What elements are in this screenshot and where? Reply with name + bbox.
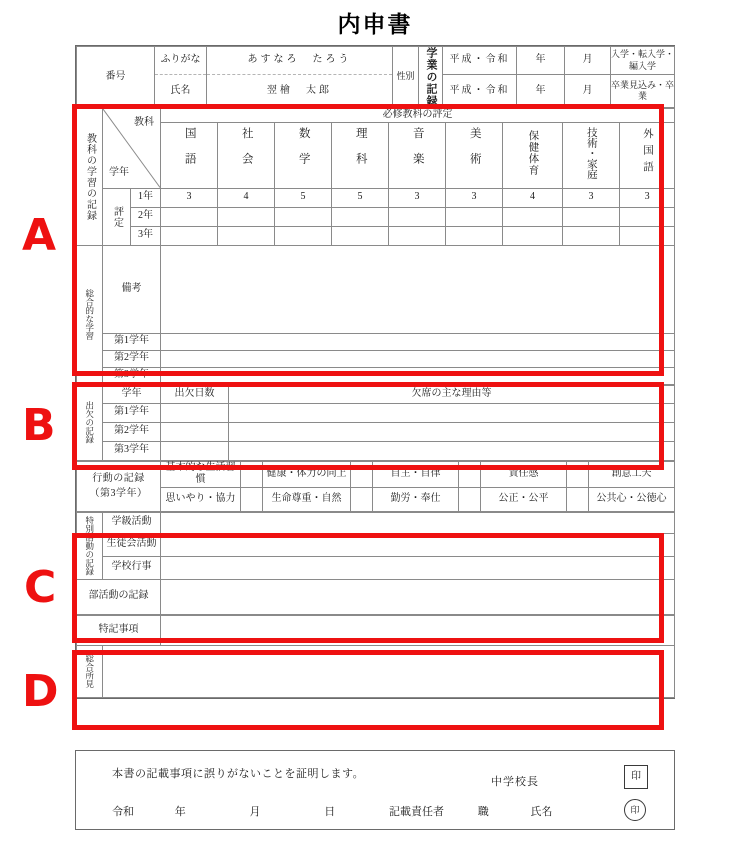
- stamp-circle-icon: 印: [624, 799, 646, 821]
- sougou-side-label-text: 総合的な学習: [84, 289, 95, 340]
- section-a-table: [76, 108, 675, 385]
- overall-comment-label: [77, 645, 103, 697]
- required-subjects-header: 必修教科の評定: [161, 109, 675, 123]
- club-record-label: 部活動の記録: [77, 579, 161, 614]
- number-label: 番号: [77, 47, 155, 108]
- subject-header-bijutsu: 美術: [446, 122, 503, 188]
- club-row-label-3: 学校行事: [103, 556, 161, 579]
- sougou-row-value-3[interactable]: [161, 367, 675, 384]
- behavior-value-8[interactable]: [459, 487, 481, 511]
- footer-post-label: 職: [477, 806, 489, 818]
- subject-header-kokugo: [161, 122, 218, 188]
- score-2-gijutsukatei[interactable]: [563, 207, 620, 226]
- furigana-label: ふりがな: [155, 47, 207, 75]
- section-c-side-label-text: 特別活動の記録: [84, 515, 95, 576]
- grade-row-label-1: 1年: [131, 188, 161, 207]
- behavior-title: [77, 461, 161, 511]
- attendance-row-label-3: 第3学年: [103, 441, 161, 460]
- attendance-days-1[interactable]: [161, 403, 229, 422]
- certification-box: [75, 750, 675, 830]
- grade-row-label-3: 3年: [131, 226, 161, 245]
- score-3-kokugo[interactable]: [161, 226, 218, 245]
- club-row-value-3[interactable]: [161, 556, 675, 579]
- behavior-label-1: 基本的な生活習慣: [161, 461, 241, 487]
- annotation-letter-c: C: [24, 562, 57, 613]
- attendance-reason-2[interactable]: [229, 422, 675, 441]
- section-b-side-label-text: 出欠の記録: [84, 401, 95, 444]
- score-1-gaikokugo[interactable]: 3: [620, 188, 675, 207]
- score-1-hokentaiiku[interactable]: 4: [503, 188, 563, 207]
- attendance-days-3[interactable]: [161, 441, 229, 460]
- header-table: [76, 46, 675, 108]
- subject-header-rika: 理科: [332, 122, 389, 188]
- attendance-col-grade: 学年: [103, 385, 161, 403]
- score-3-gijutsukatei[interactable]: [563, 226, 620, 245]
- certification-text: 本書の記載事項に誤りがないことを証明します。: [112, 768, 365, 780]
- stamp-square-icon: 印: [624, 765, 648, 789]
- section-d-table: [76, 615, 675, 698]
- score-3-ongaku[interactable]: [389, 226, 446, 245]
- behavior-value-7[interactable]: [351, 487, 373, 511]
- annotation-letter-b: B: [22, 400, 56, 451]
- name-label: 氏名: [155, 75, 207, 108]
- section-a-side-label-lower: [77, 245, 103, 384]
- sougou-row-value-2[interactable]: [161, 350, 675, 367]
- club-row-value-1[interactable]: [161, 512, 675, 533]
- behavior-value-1[interactable]: [241, 461, 263, 487]
- section-c-side-label: [77, 512, 103, 579]
- form-frame: [75, 45, 675, 699]
- subject-header-ongaku: 音楽: [389, 122, 446, 188]
- score-2-hokentaiiku[interactable]: [503, 207, 563, 226]
- behavior-label-3: 自主・自律: [373, 461, 459, 487]
- score-3-shakai[interactable]: [218, 226, 275, 245]
- score-1-gijutsukatei[interactable]: 3: [563, 188, 620, 207]
- attendance-row-label-1: 第1学年: [103, 403, 161, 422]
- footer-responsible-label: 記載責任者: [389, 806, 444, 818]
- club-row-label-2: 生徒会活動: [103, 533, 161, 556]
- principal-label: 中学校長: [491, 776, 539, 788]
- score-1-shakai[interactable]: 4: [218, 188, 275, 207]
- subject-header-shakai: 社会: [218, 122, 275, 188]
- behavior-title-line1: 行動の記録: [92, 473, 145, 484]
- record-era-2: 平成・令和: [443, 75, 517, 108]
- section-b-side-label: [77, 385, 103, 460]
- behavior-value-2[interactable]: [351, 461, 373, 487]
- grade-row-label-2: 2年: [131, 207, 161, 226]
- section-c-table: [76, 512, 675, 615]
- subject-header-kokugo-text: 国語: [183, 127, 196, 179]
- record-label: [419, 47, 443, 108]
- club-row-label-1: 学級活動: [103, 512, 161, 533]
- overall-comment-label-text: 総合所見: [84, 654, 95, 688]
- score-1-kokugo[interactable]: 3: [161, 188, 218, 207]
- footer-name-label: 氏名: [530, 806, 553, 818]
- diagonal-subject-label: 教科: [134, 117, 154, 128]
- footer-day: 日: [324, 806, 336, 818]
- subject-header-gijutsukatei: 技術・家庭: [563, 122, 620, 188]
- special-notes-value[interactable]: [161, 615, 675, 645]
- behavior-label-9: 公正・公平: [481, 487, 567, 511]
- score-1-rika[interactable]: 5: [332, 188, 389, 207]
- behavior-value-9[interactable]: [567, 487, 589, 511]
- subject-header-gaikokugo: 外国語: [620, 122, 675, 188]
- record-year-1: 年: [517, 47, 565, 75]
- score-2-gaikokugo[interactable]: [620, 207, 675, 226]
- remarks-value[interactable]: [161, 245, 675, 333]
- record-month-2: 月: [565, 75, 611, 108]
- attendance-days-2[interactable]: [161, 422, 229, 441]
- behavior-label-2: 健康・体力の向上: [263, 461, 351, 487]
- section-b-table: [76, 385, 675, 461]
- name-value[interactable]: 翌檜 太郎: [207, 75, 393, 108]
- behavior-label-6: 思いやり・協力: [161, 487, 241, 511]
- section-a-side-label-text: 教科の学習の記録: [84, 132, 96, 221]
- record-label-text: 学業の記録: [425, 47, 437, 107]
- attendance-reason-3[interactable]: [229, 441, 675, 460]
- attendance-reason-1[interactable]: [229, 403, 675, 422]
- record-event-2: 卒業見込み・卒業: [611, 75, 675, 108]
- behavior-title-line2: （第3学年）: [89, 488, 148, 499]
- footer-era: 令和: [112, 806, 134, 818]
- hyotei-label: [103, 188, 131, 245]
- behavior-table: [76, 461, 675, 512]
- score-1-sugaku[interactable]: 5: [275, 188, 332, 207]
- behavior-label-8: 勤労・奉仕: [373, 487, 459, 511]
- behavior-label-4: 責任感: [481, 461, 567, 487]
- score-1-ongaku[interactable]: 3: [389, 188, 446, 207]
- sougou-row-value-1[interactable]: [161, 333, 675, 350]
- score-1-bijutsu[interactable]: 3: [446, 188, 503, 207]
- sougou-row-label-3: 第3学年: [103, 367, 161, 384]
- behavior-value-4[interactable]: [567, 461, 589, 487]
- attendance-col-reason: 欠席の主な理由等: [229, 385, 675, 403]
- gender-label: 性別: [393, 47, 419, 108]
- footer-year: 年: [174, 806, 186, 818]
- score-3-gaikokugo[interactable]: [620, 226, 675, 245]
- score-2-sugaku[interactable]: [275, 207, 332, 226]
- attendance-col-days: 出欠日数: [161, 385, 229, 403]
- overall-comment-value[interactable]: [103, 645, 675, 697]
- score-2-rika[interactable]: [332, 207, 389, 226]
- score-2-ongaku[interactable]: [389, 207, 446, 226]
- page-title: 内申書: [337, 12, 413, 37]
- hyotei-label-text: 評定: [111, 205, 123, 228]
- club-record-value[interactable]: [161, 579, 675, 614]
- diagonal-grade-label: 学年: [109, 167, 129, 178]
- behavior-label-7: 生命尊重・自然: [263, 487, 351, 511]
- score-2-bijutsu[interactable]: [446, 207, 503, 226]
- score-3-sugaku[interactable]: [275, 226, 332, 245]
- behavior-label-5: 創意工夫: [589, 461, 675, 487]
- attendance-row-label-2: 第2学年: [103, 422, 161, 441]
- record-month-1: 月: [565, 47, 611, 75]
- footer-month: 月: [249, 806, 261, 818]
- date-signature-line: [112, 803, 591, 819]
- behavior-value-6[interactable]: [241, 487, 263, 511]
- sougou-row-label-1: 第1学年: [103, 333, 161, 350]
- club-row-value-2[interactable]: [161, 533, 675, 556]
- score-2-shakai[interactable]: [218, 207, 275, 226]
- furigana-value[interactable]: あすなろ たろう: [207, 47, 393, 75]
- subject-header-hokentaiiku: 保健体育: [503, 122, 563, 188]
- remarks-label: 備考: [103, 245, 161, 333]
- record-event-1: 入学・転入学・編入学: [611, 47, 675, 75]
- sougou-row-label-2: 第2学年: [103, 350, 161, 367]
- score-3-rika[interactable]: [332, 226, 389, 245]
- behavior-value-3[interactable]: [459, 461, 481, 487]
- record-year-2: 年: [517, 75, 565, 108]
- annotation-letter-a: A: [22, 210, 57, 261]
- score-3-hokentaiiku[interactable]: [503, 226, 563, 245]
- record-era-1: 平成・令和: [443, 47, 517, 75]
- section-a-side-label: [77, 109, 103, 246]
- annotation-letter-d: D: [22, 666, 59, 717]
- score-3-bijutsu[interactable]: [446, 226, 503, 245]
- score-2-kokugo[interactable]: [161, 207, 218, 226]
- subject-header-sugaku: 数学: [275, 122, 332, 188]
- special-notes-label: 特記事項: [77, 615, 161, 645]
- subject-grade-diagonal-cell: [103, 109, 161, 189]
- behavior-label-10: 公共心・公徳心: [589, 487, 675, 511]
